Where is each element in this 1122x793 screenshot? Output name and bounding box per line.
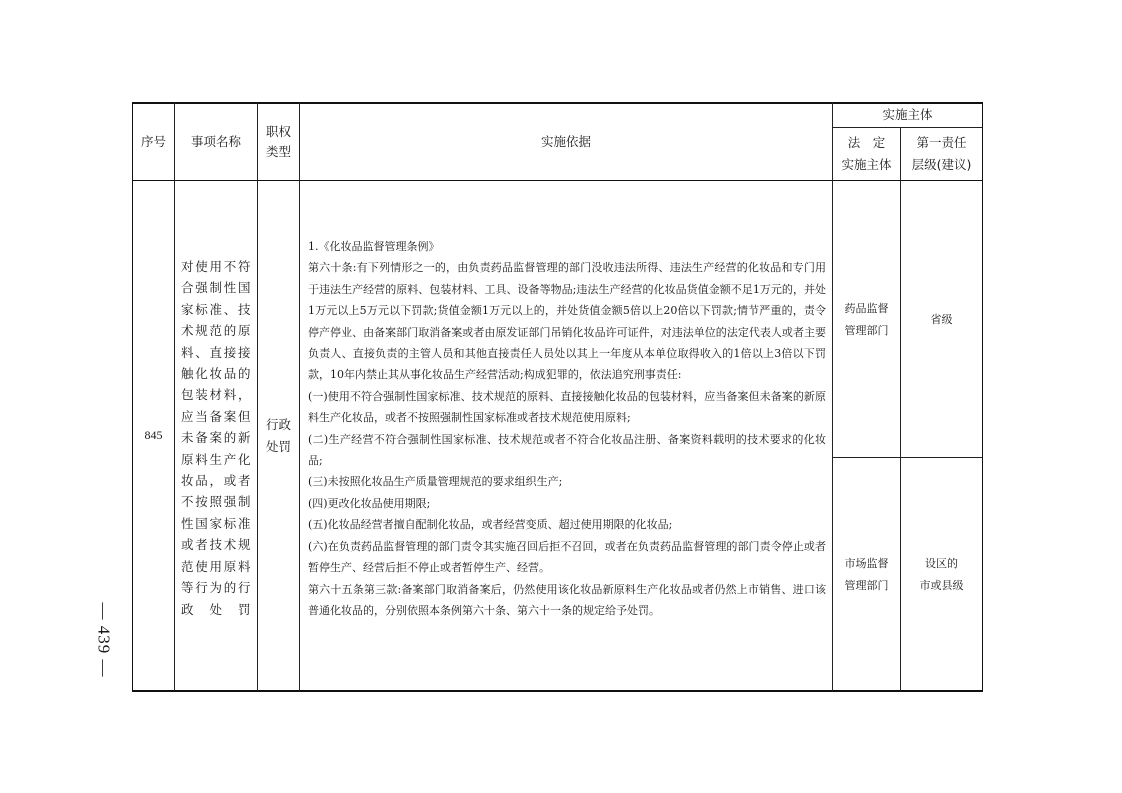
header-seq: 序号 <box>140 133 166 149</box>
row-seq: 845 <box>144 428 163 442</box>
row-item-name: 对使用不符合强制性国家标准、技术规范的原料、直接接触化妆品的包装材料，应当备案但未备案的新原料生产化妆品，或者不按照强制性国家标准或者技术规范使用原料等行为的行政处罚 <box>181 259 251 617</box>
header-subject-group: 实施主体 <box>882 107 933 122</box>
legal-subject-2: 市场监督 管理部门 <box>844 557 889 592</box>
responsibility-level-2: 设区的 市或县级 <box>919 557 964 592</box>
header-basis: 实施依据 <box>540 133 591 149</box>
basis-line-8: (六)在负责药品监督管理的部门责令其实施召回后拒不召回，或者在负责药品监督管理的部门责令停止或者暂停生产、经营后拒不停止或者暂停生产、经营。 <box>308 539 826 575</box>
page-number-text: — 439 — <box>94 602 113 678</box>
basis-line-3: (一)使用不符合强制性国家标准、技术规范的原料、直接接触化妆品的包装材料，应当备案但未备案的新原料生产化妆品，或者不按照强制性国家标准或者技术规范使用原料; <box>308 389 826 425</box>
row-authority-type: 行政 处罚 <box>265 416 291 454</box>
basis-line-1: 1.《化妆品监督管理条例》 <box>308 240 440 253</box>
legal-subject-1: 药品监督 管理部门 <box>844 302 889 337</box>
page-number <box>88 585 118 695</box>
basis-line-7: (五)化妆品经营者擅自配制化妆品，或者经营变质、超过使用期限的化妆品; <box>308 518 673 532</box>
responsibility-level-1: 省级 <box>930 313 953 327</box>
basis-line-5: (三)未按照化妆品生产质量管理规范的要求组织生产; <box>308 475 563 489</box>
row-basis <box>308 236 826 621</box>
header-authority-type: 职权 类型 <box>265 123 291 159</box>
col-divider-5 <box>900 127 901 691</box>
basis-line-9: 第六十五条第三款:备案部门取消备案后，仍然使用该化妆品新原料生产化妆品或者仍然上市销售、进口该普通化妆品的，分别依照本条例第六十条、第六十一条的规定给予处罚。 <box>308 582 826 617</box>
header-item-name: 事项名称 <box>190 133 241 149</box>
col-divider-1 <box>174 102 175 691</box>
table-bottom-border <box>132 690 983 692</box>
header-legal-subject: 法 定 实施主体 <box>841 135 892 172</box>
basis-line-2: 第六十条:有下列情形之一的，由负责药品监督管理的部门没收违法所得、违法生产经营的化妆品和专门用于违法生产经营的原料、包装材料、工具、设备等物品;违法生产经营的化妆品货值金额不足1万元的，并处1万元以上5万元以下罚款;货值金额1万元以上的，并处货值金额5倍以上20倍以下罚款;情节严重的，责令停产停业、由备案部门取消备案或者由原发证部门吊销化妆品许可证件，对违法单位的法定代表人或者主要负责人、直接负责的主管人员和其他直接责任人员处以其上一年度从本单位取得收入的1倍以上3倍以下罚款，10年内禁止其从事化妆品生产经营活动;构成犯罪的，依法追究刑事责任: <box>308 261 826 382</box>
subject-row-divider <box>832 457 983 458</box>
col-divider-3 <box>299 102 300 691</box>
header-responsibility-level: 第一责任 层级(建议) <box>911 135 972 172</box>
table-right-border <box>982 102 983 691</box>
basis-line-6: (四)更改化妆品使用期限; <box>308 496 431 510</box>
basis-line-4: (二)生产经营不符合强制性国家标准、技术规范或者不符合化妆品注册、备案资料载明的技术要求的化妆品; <box>308 432 826 468</box>
